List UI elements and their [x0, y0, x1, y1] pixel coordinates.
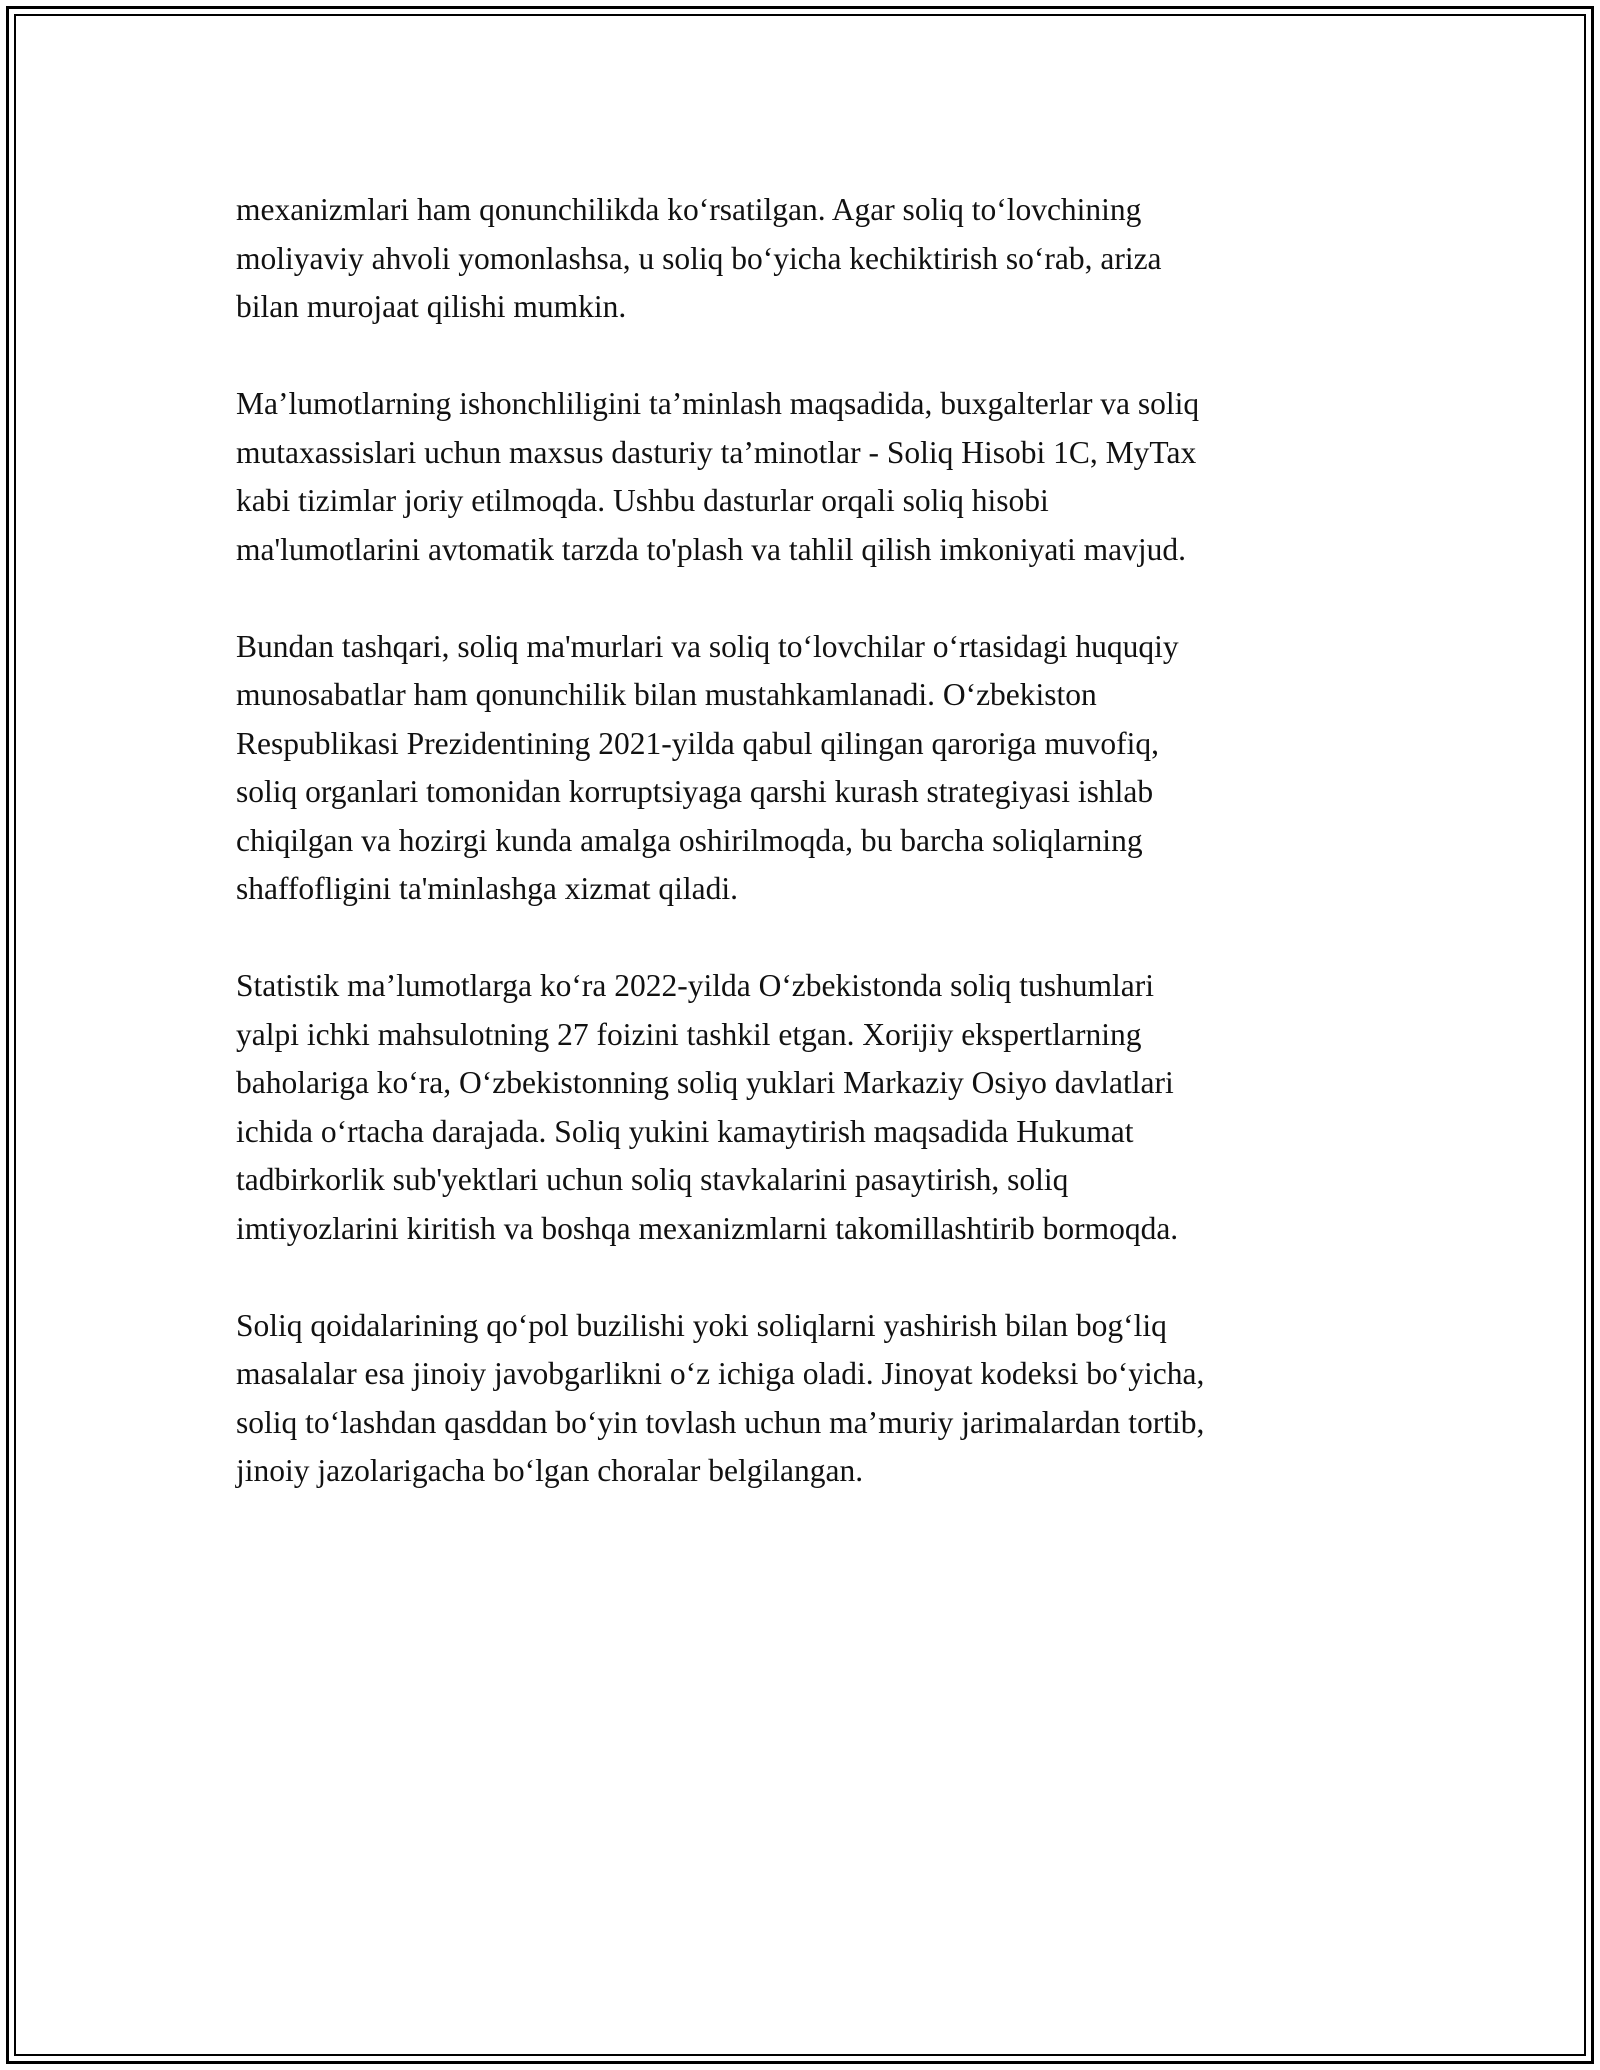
text-line: jinoiy jazolarigacha bo‘lgan choralar belgilangan. [236, 1453, 864, 1488]
text-line: ma'lumotlarini avtomatik tarzda to'plash va tahlil qilish imkoniyati mavjud. [236, 531, 1187, 567]
text-line: Bundan tashqari, soliq ma'murlari va soliq to‘lovchilar o‘rtasidagi huquqiy [236, 628, 1179, 664]
text-line: munosabatlar ham qonunchilik bilan mustahkamlanadi. O‘zbekiston [236, 677, 1097, 712]
text-line: chiqilgan va hozirgi kunda amalga oshirilmoqda, bu barcha soliqlarning [236, 822, 1143, 858]
text-line: Statistik ma’lumotlarga ko‘ra 2022-yilda O‘zbekistonda soliq tushumlari [236, 968, 1155, 1003]
text-line: ichida o‘rtacha darajada. Soliq yukini kamaytirish maqsadida Hukumat [236, 1113, 1134, 1149]
text-line: Soliq qoidalarining qo‘pol buzilishi yoki soliqlarni yashirish bilan bog‘liq [236, 1307, 1167, 1343]
text-line: shaffofligini ta'minlashga xizmat qiladi. [236, 871, 738, 906]
paragraph [236, 962, 1376, 1253]
text-line: yalpi ichki mahsulotning 27 foizini tashkil etgan. Xorijiy ekspertlarning [236, 1016, 1142, 1052]
paragraph [236, 623, 1376, 914]
text-line: Ma’lumotlarning ishonchliligini ta’minlash maqsadida, buxgalterlar va soliq [236, 386, 1200, 421]
text-line: imtiyozlarini kiritish va boshqa mexanizmlarni takomillashtirib bormoqda. [236, 1210, 1179, 1246]
text-line: mutaxassislari uchun maxsus dasturiy ta’minotlar - Soliq Hisobi 1C, MyTax [236, 434, 1197, 470]
text-line: Respublikasi Prezidentining 2021-yilda qabul qilingan qaroriga muvofiq, [236, 725, 1159, 761]
text-line: tadbirkorlik sub'yektlari uchun soliq stavkalarini pasaytirish, soliq [236, 1162, 1069, 1197]
paragraph [236, 380, 1376, 574]
text-line: mexanizmlari ham qonunchilikda ko‘rsatilgan. Agar soliq to‘lovchining [236, 192, 1142, 227]
text-line: masalalar esa jinoiy javobgarlikni o‘z ichiga oladi. Jinoyat kodeksi bo‘yicha, [236, 1356, 1205, 1391]
text-line: soliq organlari tomonidan korruptsiyaga qarshi kurash strategiyasi ishlab [236, 774, 1154, 809]
paragraph [236, 186, 1376, 332]
text-line: soliq to‘lashdan qasddan bo‘yin tovlash uchun ma’muriy jarimalardan tortib, [236, 1404, 1205, 1440]
text-line: kabi tizimlar joriy etilmoqda. Ushbu dasturlar orqali soliq hisobi [236, 483, 1049, 518]
text-line: baholariga ko‘ra, O‘zbekistonning soliq yuklari Markaziy Osiyo davlatlari [236, 1065, 1174, 1100]
paragraph [236, 1302, 1376, 1496]
text-line: bilan murojaat qilishi mumkin. [236, 289, 627, 324]
text-line: moliyaviy ahvoli yomonlashsa, u soliq bo‘yicha kechiktirish so‘rab, ariza [236, 240, 1162, 276]
document-body [236, 186, 1376, 1544]
